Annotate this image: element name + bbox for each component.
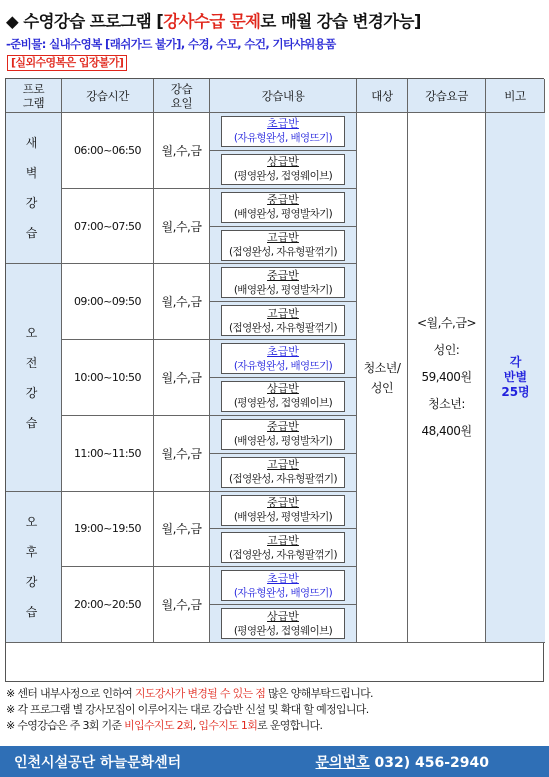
fee-text: 청소년:: [428, 397, 465, 412]
note-highlight: 비입수지도 2회: [124, 719, 193, 732]
class-name: 중급반: [267, 193, 299, 207]
class-description: (접영완성, 자유형팔꺾기): [229, 473, 337, 486]
class-description: (자유형완성, 배영뜨기): [233, 132, 333, 145]
period-text: 새 벽: [25, 136, 56, 181]
target-audience: [357, 113, 408, 643]
program-period: [6, 264, 62, 491]
class-box: [221, 116, 345, 147]
class-box: [221, 495, 345, 526]
class-content: [210, 151, 357, 189]
class-name: 중급반: [267, 496, 299, 510]
period-text: 강 습: [25, 385, 56, 430]
fee-text: 48,400원: [421, 424, 472, 439]
title-text-end: 로 매월 강습 변경가능]: [260, 12, 421, 31]
class-note: [486, 113, 545, 643]
note-line-1: [6, 686, 373, 702]
class-description: (접영완성, 자유형팔꺾기): [229, 321, 337, 334]
column-header: [486, 79, 545, 113]
class-days: 월,수,금: [154, 567, 210, 643]
class-content: [210, 378, 357, 416]
fee-text: <월,수,금>: [416, 316, 476, 331]
fee-text: 성인:: [433, 343, 460, 358]
class-box: [221, 457, 345, 488]
column-header: [62, 79, 154, 113]
header-text: 강습요금: [425, 88, 468, 103]
class-description: (배영완성, 평영발차기): [233, 283, 333, 296]
note-text: ※ 수영강습은 주 3회 기준: [6, 719, 125, 732]
class-name: 고급반: [267, 231, 299, 244]
column-header: [408, 79, 486, 113]
header-text: 프로: [22, 81, 45, 96]
class-description: (접영완성, 자유형팔꺾기): [229, 246, 337, 258]
class-description: (평영완성, 접영웨이브): [233, 170, 333, 183]
class-days: 월,수,금: [154, 264, 210, 340]
class-content: [210, 264, 357, 302]
class-fee: [408, 113, 486, 643]
class-name: 초급반: [267, 117, 299, 131]
note-line-3: [6, 718, 373, 734]
header-text: 강습시간: [86, 88, 129, 103]
title-highlight: 강사수급 문제: [163, 12, 261, 31]
class-time: 19:00~19:50: [62, 492, 154, 568]
period-text: 강 습: [25, 196, 56, 241]
class-description: (접영완성, 자유형팔꺾기): [229, 548, 337, 561]
program-period: [6, 113, 62, 264]
title-text: 수영강습 프로그램 [: [18, 12, 164, 31]
period-text: 오 후: [25, 514, 56, 559]
class-name: 고급반: [267, 533, 299, 547]
class-box: [221, 381, 345, 412]
class-box: [221, 532, 345, 563]
class-name: 초급반: [267, 571, 299, 585]
class-description: (배영완성, 평영발차기): [233, 511, 333, 524]
class-name: 고급반: [267, 458, 299, 472]
class-name: 상급반: [267, 155, 299, 169]
class-box: [221, 608, 345, 639]
column-header: [357, 79, 408, 113]
class-box: [221, 230, 345, 261]
header-text: 그램: [22, 95, 45, 110]
schedule-table: [5, 78, 544, 682]
class-time: 11:00~11:50: [62, 416, 154, 492]
class-name: 상급반: [267, 609, 299, 623]
class-content: [210, 529, 357, 567]
class-days: 월,수,금: [154, 113, 210, 189]
class-content: [210, 567, 357, 605]
class-description: (평영완성, 접영웨이브): [233, 624, 333, 637]
column-header: [154, 79, 210, 113]
note-text: ※ 센터 내부사정으로 인하여: [6, 687, 135, 700]
period-text: 오 전: [25, 325, 56, 370]
class-days: 월,수,금: [154, 492, 210, 568]
class-content: [210, 340, 357, 378]
header-text: 비고: [504, 88, 526, 103]
class-content: [210, 454, 357, 492]
class-description: (배영완성, 평영발차기): [233, 435, 333, 448]
class-days: 월,수,금: [154, 189, 210, 265]
class-box: [221, 305, 345, 336]
period-text: 강 습: [25, 574, 56, 619]
class-content: [210, 416, 357, 454]
note-text: 많은 양해부탁드립니다.: [265, 687, 373, 700]
class-name: 초급반: [267, 344, 299, 358]
column-header: [6, 79, 62, 113]
class-box: [221, 343, 345, 374]
class-time: 20:00~20:50: [62, 567, 154, 643]
page-title: [6, 8, 421, 32]
note-text: 로 운영합니다.: [257, 719, 323, 732]
preparation-text: -준비물: 실내수영복 [래쉬가드 불가], 수경, 수모, 수건, 기타샤워용품: [6, 37, 336, 51]
class-description: (배영완성, 평영발차기): [233, 208, 333, 221]
note-text: 반별: [503, 370, 528, 385]
class-description: (자유형완성, 배영뜨기): [233, 586, 333, 599]
class-time: 10:00~10:50: [62, 340, 154, 416]
notes: [6, 686, 373, 734]
class-box: [221, 570, 345, 601]
contact-label: 문의번호: [315, 754, 370, 771]
class-content: [210, 189, 357, 227]
header-text: 강습내용: [261, 88, 305, 103]
contact-number: 032) 456-2940: [369, 754, 489, 771]
class-content: [210, 227, 357, 265]
note-text: 25명: [501, 385, 530, 400]
class-name: 중급반: [267, 268, 299, 282]
class-description: (자유형완성, 배영뜨기): [233, 359, 333, 372]
program-period: [6, 492, 62, 643]
class-content: [210, 605, 357, 643]
class-time: 06:00~06:50: [62, 113, 154, 189]
fee-text: 59,400원: [421, 370, 472, 385]
warning-badge: [실외수영복은 입장불가]: [7, 55, 127, 71]
target-text: 청소년/: [363, 360, 401, 375]
class-days: 월,수,금: [154, 416, 210, 492]
class-content: [210, 492, 357, 530]
note-text: 각: [509, 355, 522, 370]
header-text: 요일: [170, 95, 193, 110]
header-text: 대상: [371, 88, 393, 103]
footer-bar: [0, 746, 549, 777]
class-time: 09:00~09:50: [62, 264, 154, 340]
class-description: (평영완성, 접영웨이브): [233, 397, 333, 410]
class-box: [221, 154, 345, 185]
class-name: 고급반: [267, 306, 299, 320]
contact-info: [316, 752, 489, 772]
organization-name: 인천시설공단 하늘문화센터: [14, 754, 182, 771]
note-line-2: ※ 각 프로그램 별 강사모집이 이루어지는 대로 강습반 신설 및 확대 할 예정입니다.: [6, 703, 369, 716]
class-box: [221, 267, 345, 298]
class-box: [221, 419, 345, 450]
class-name: 중급반: [267, 420, 299, 434]
class-content: [210, 113, 357, 151]
class-days: 월,수,금: [154, 340, 210, 416]
diamond-icon: ◆: [6, 12, 19, 31]
target-text: 성인: [370, 380, 394, 395]
class-box: [221, 192, 345, 223]
class-time: 07:00~07:50: [62, 189, 154, 265]
note-highlight: 입수지도 1회: [198, 719, 258, 732]
class-content: [210, 302, 357, 340]
column-header: [210, 79, 357, 113]
class-name: 상급반: [267, 382, 299, 396]
note-highlight: 지도강사가 변경될 수 있는 점: [134, 687, 266, 700]
header-text: 강습: [170, 81, 193, 96]
note-text: ,: [192, 719, 199, 732]
